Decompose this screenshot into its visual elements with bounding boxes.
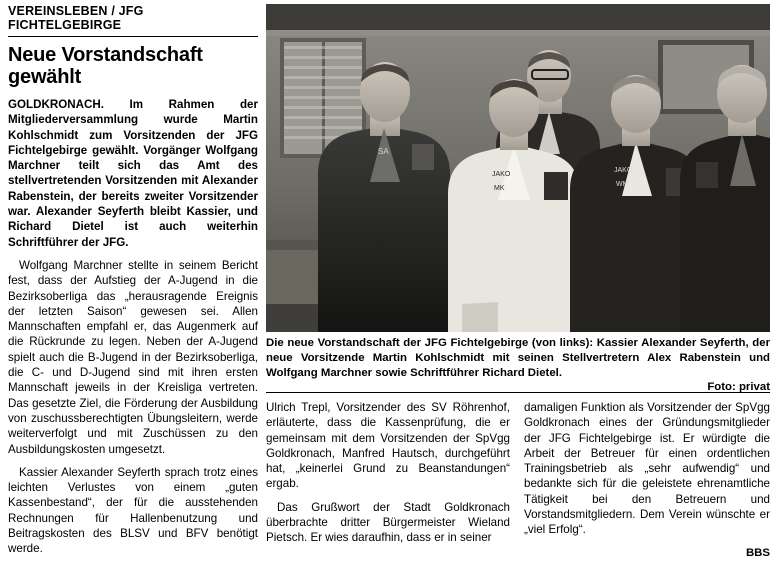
article-middle-column <box>266 400 510 554</box>
paragraph: Das Grußwort der Stadt Goldkronach überbrachte dritter Bürgermeister Wieland Pietsch. Er wies daraufhin, dass er in seiner <box>266 500 510 545</box>
lead-paragraph <box>8 97 258 250</box>
article-right-column <box>524 400 770 561</box>
photo-caption <box>266 336 770 395</box>
svg-text:MK: MK <box>494 185 505 192</box>
caption-rule <box>266 392 770 393</box>
paragraph: Ulrich Trepl, Vorsitzender des SV Röhrenhof, erläuterte, dass die Kassenprüfung, die er gemeinsam mit dem Vorsitzenden der SpVgg Goldkronach, Manfred Hautsch, durchgeführt hat, „keinerlei Grund zu Beanstandungen“ ergab. <box>266 401 510 491</box>
article-photo <box>266 4 770 332</box>
kicker-rule <box>8 36 258 37</box>
lead-text: Im Rahmen der Mitgliederversammlung wurde Martin Kohlschmidt zum Vorsitzenden der JFG Fichtelgebirge gewählt. Vorgänger Wolfgang Marchner teilt sich das Amt des stellvertretenden Vorsitzenden mit Alexander Rabenstein, der bereits zweiter Vorsitzender war. Alexander Seyferth bleibt Kassier, und Richard Dietel ist auch weiterhin Schriftführer der JFG. <box>8 98 258 249</box>
group-photo-illustration <box>266 4 770 332</box>
photo-credit: Foto: privat <box>707 381 770 394</box>
article-left-column <box>8 4 258 565</box>
paragraph: Wolfgang Marchner stellte in seinem Bericht fest, dass der Aufstieg der A-Jugend in die Bezirksoberliga das „herausragende Ereignis der letzten Saison“ gewesen sei. Allen Mannschaften empfahl er, das Augenmerk auf die Rückrunde zu legen. Neben der A-Jugend spielt auch die B-Jugend in der Bezirksoberliga, die C- und D-Jugend sind mit ihren ersten Mannschaft jeweils in der Kreisliga vertreten. Das gesetzte Ziel, die Förderung der Ausbildung von zuschussberechtigten Übungsleitern, werde weiterverfolgt und mit Zuschüssen zu den Ausbildungskosten umgesetzt. <box>8 258 258 456</box>
page-title: Neue Vorstandschaft gewählt <box>8 44 203 88</box>
caption-text: Die neue Vorstandschaft der JFG Fichtelgebirge (von links): Kassier Alexander Seyferth, der neue Vorsitzende Martin Kohlschmidt mit seinen Stellvertretern Alex Rabenstein und Wolfgang Marchner sowie Schriftführer Richard Dietel. <box>266 337 770 379</box>
svg-text:SA: SA <box>378 147 389 156</box>
svg-text:JAKO: JAKO <box>492 171 511 178</box>
paragraph: Kassier Alexander Seyferth sprach trotz eines leichten Verlustes von einem „guten Kassenbestand“, der für die ausstehenden Rechnungen für Hallenbenutzung und Beitragskosten des BLSV und BFV benötigt werde. <box>8 465 258 556</box>
section-kicker: VEREINSLEBEN / JFG FICHTELGEBIRGE <box>8 4 144 32</box>
svg-text:JAKO: JAKO <box>614 167 633 174</box>
lead-location: GOLDKRONACH. <box>8 98 104 111</box>
svg-text:WM: WM <box>616 181 629 188</box>
article-body-left <box>8 97 258 557</box>
author-signature: BBS <box>745 546 770 559</box>
paragraph: damaligen Funktion als Vorsitzender der SpVgg Goldkronach eines der Gründungsmitglieder der JFG Fichtelgebirge ist. Er würdigte die Arbeit der Betreuer für einen ordentlichen Trainingsbetrieb als „sehr aufwendig“ und bedankte sich für die geleistete ehrenamtliche Tätigkeit bei den Betreuern und Vorstandsmitgliedern. Dem Verein wünschte er „viel Erfolg“. <box>524 401 770 537</box>
